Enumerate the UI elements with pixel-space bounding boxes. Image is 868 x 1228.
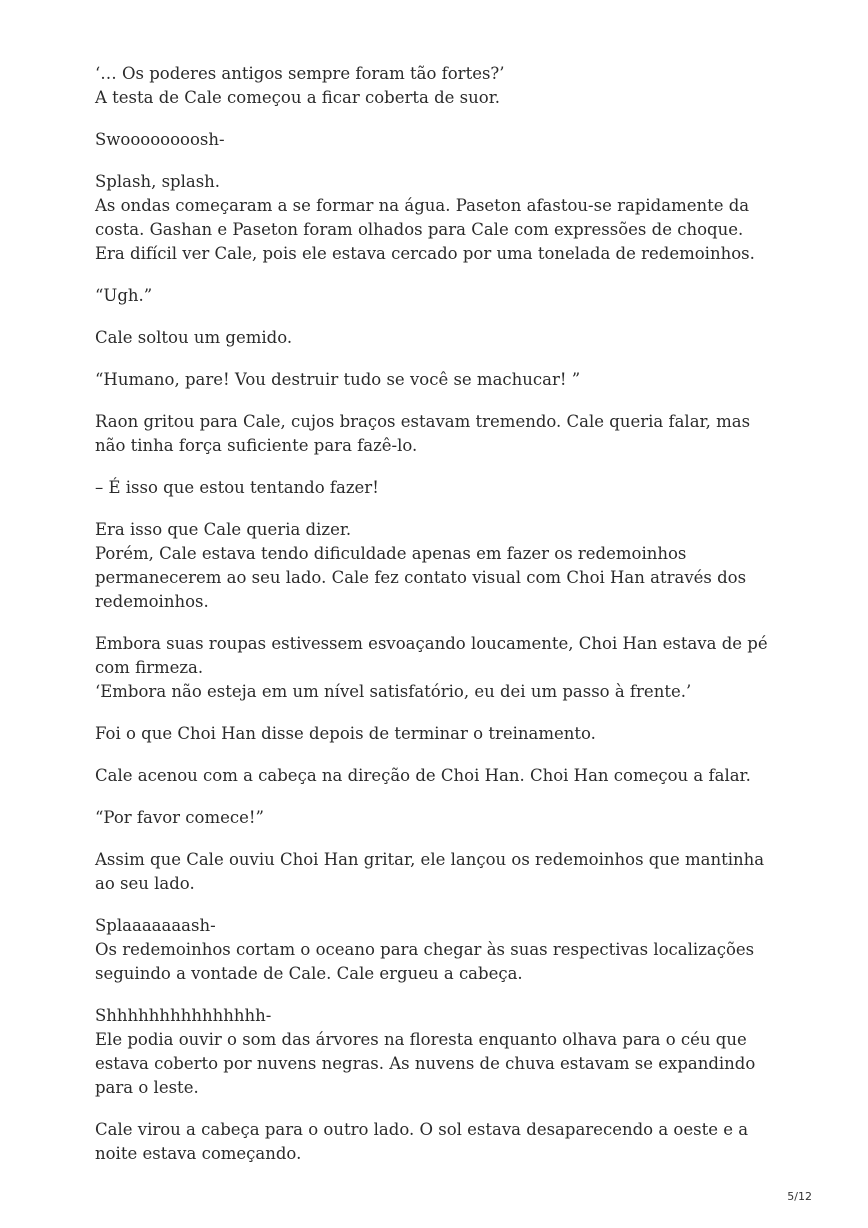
text-line: Era difícil ver Cale, pois ele estava cercado por uma tonelada de redemoinhos.: [95, 244, 755, 263]
text-line: ‘… Os poderes antigos sempre foram tão fortes?’: [95, 64, 505, 83]
text-line: Os redemoinhos cortam o oceano para chegar às suas respectivas localizações seguindo a vontade de Cale. Cale ergueu a cabeça.: [95, 940, 755, 983]
text-line: “Ugh.”: [95, 286, 153, 305]
paragraph: [95, 476, 785, 500]
text-line: Shhhhhhhhhhhhhhh-: [95, 1006, 272, 1025]
paragraph: [95, 764, 785, 788]
paragraph: [95, 326, 785, 350]
text-line: Swoooooooosh-: [95, 130, 225, 149]
paragraph: [95, 410, 785, 458]
text-line: Assim que Cale ouviu Choi Han gritar, ele lançou os redemoinhos que mantinha ao seu lado.: [95, 850, 765, 893]
paragraph: [95, 128, 785, 152]
text-line: Foi o que Choi Han disse depois de terminar o treinamento.: [95, 724, 596, 743]
paragraph: [95, 368, 785, 392]
paragraph: [95, 62, 785, 110]
paragraph: [95, 632, 785, 704]
text-line: Cale soltou um gemido.: [95, 328, 293, 347]
paragraph: [95, 848, 785, 896]
paragraph: [95, 806, 785, 830]
text-line: – É isso que estou tentando fazer!: [95, 478, 379, 497]
text-line: Splash, splash.: [95, 172, 221, 191]
text-line: Porém, Cale estava tendo dificuldade apenas em fazer os redemoinhos permanecerem ao seu lado. Cale fez contato visual com Choi Han através dos redemoinhos.: [95, 544, 747, 611]
text-line: “Por favor comece!”: [95, 808, 264, 827]
paragraph: [95, 284, 785, 308]
text-line: Era isso que Cale queria dizer.: [95, 520, 352, 539]
page-number: 5/12: [787, 1190, 812, 1203]
paragraph: [95, 170, 785, 266]
text-line: Raon gritou para Cale, cujos braços estavam tremendo. Cale queria falar, mas não tinha força suficiente para fazê-lo.: [95, 412, 751, 455]
text-line: “Humano, pare! Vou destruir tudo se você se machucar! ”: [95, 370, 581, 389]
text-line: A testa de Cale começou a ficar coberta de suor.: [95, 88, 501, 107]
paragraph: [95, 1004, 785, 1100]
text-line: Splaaaaaaash-: [95, 916, 216, 935]
text-line: Embora suas roupas estivessem esvoaçando loucamente, Choi Han estava de pé com firmeza.: [95, 634, 768, 677]
paragraph: [95, 1118, 785, 1166]
text-line: Cale virou a cabeça para o outro lado. O sol estava desaparecendo a oeste e a noite estava começando.: [95, 1120, 749, 1163]
text-line: As ondas começaram a se formar na água. Paseton afastou-se rapidamente da costa. Gashan e Paseton foram olhados para Cale com expressões de choque.: [95, 196, 750, 239]
paragraph: [95, 518, 785, 614]
text-line: Cale acenou com a cabeça na direção de Choi Han. Choi Han começou a falar.: [95, 766, 751, 785]
document-body: [95, 62, 785, 1184]
paragraph: [95, 722, 785, 746]
paragraph: [95, 914, 785, 986]
text-line: Ele podia ouvir o som das árvores na floresta enquanto olhava para o céu que estava coberto por nuvens negras. As nuvens de chuva estavam se expandindo para o leste.: [95, 1030, 756, 1097]
text-line: ‘Embora não esteja em um nível satisfatório, eu dei um passo à frente.’: [95, 682, 692, 701]
